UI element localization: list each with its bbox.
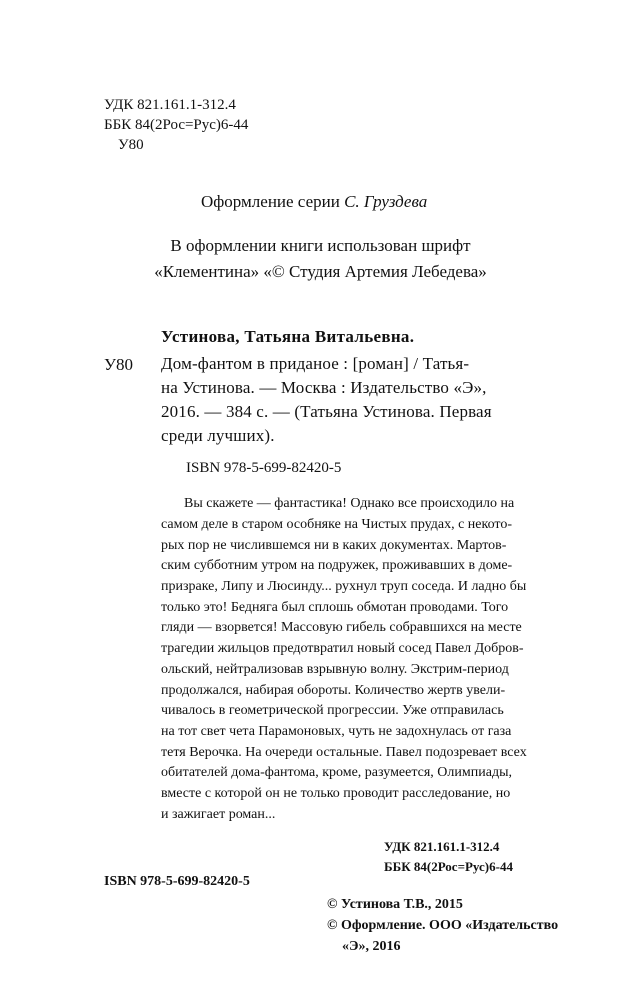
udk-bottom: УДК 821.161.1-312.4	[384, 839, 500, 854]
annotation-line: вместе с которой он не только проводит расследование, но	[161, 786, 511, 801]
annotation-line: чивалось в геометрической прогрессии. Уже отправилась	[161, 703, 504, 718]
annotation-line: на тот свет чета Парамоновых, чуть не задохнулась от газа	[161, 724, 512, 739]
series-designer: С. Груздева	[344, 192, 428, 211]
author-heading: Устинова, Татьяна Витальевна.	[161, 327, 415, 346]
font-note-line-2: «Клементина» «© Студия Артемия Лебедева»	[154, 262, 487, 281]
series-design-label: Оформление серии	[201, 192, 340, 211]
description-line: Дом-фантом в приданое : [роман] / Татья-	[161, 354, 470, 373]
copyright-design-cont: «Э», 2016	[342, 939, 401, 954]
annotation-line: обитателей дома-фантома, кроме, разумеется, Олимпиады,	[161, 765, 512, 780]
font-note-line-1: В оформлении книги использован шрифт	[170, 236, 471, 255]
annotation-line: самом деле в старом особняке на Чистых прудах, с некото-	[161, 517, 513, 532]
annotation-line: ольский, нейтрализовав взрывную волну. Экстрим-период	[161, 662, 509, 677]
annotation-line: тетя Верочка. На очереди остальные. Павел подозревает всех	[161, 745, 527, 760]
annotation-line: продолжался, набирая обороты. Количество жертв увели-	[161, 683, 506, 698]
annotation-line: ским субботним утром на подружек, проживавших в доме-	[161, 558, 513, 573]
author-sign: У80	[104, 355, 134, 374]
annotation-line: призраке, Липу и Люсинду... рухнул труп соседа. И ладно бы	[161, 579, 527, 594]
author-sign-top: У80	[118, 137, 144, 153]
description-line: на Устинова. — Москва : Издательство «Э»,	[161, 378, 487, 397]
bbk-top: ББК 84(2Рос=Рус)6-44	[104, 117, 249, 133]
description-line: среди лучших).	[161, 426, 275, 445]
isbn-record: ISBN 978-5-699-82420-5	[186, 460, 342, 476]
udk-top: УДК 821.161.1-312.4	[104, 97, 236, 113]
annotation-line: гляди — взорвется! Массовую гибель собравшихся на месте	[161, 620, 522, 635]
annotation-line: Вы скажете — фантастика! Однако все происходило на	[184, 496, 515, 511]
copyright-author: © Устинова Т.В., 2015	[327, 897, 463, 912]
annotation-line: и зажигает роман...	[161, 807, 276, 822]
bbk-bottom: ББК 84(2Рос=Рус)6-44	[384, 859, 513, 874]
description-line: 2016. — 384 с. — (Татьяна Устинова. Первая	[161, 402, 492, 421]
annotation-line: трагедии жильцов предотвратил новый сосед Павел Добров-	[161, 641, 524, 656]
annotation-line: только это! Бедняга был сплошь обмотан проводами. Того	[161, 600, 509, 615]
copyright-design: © Оформление. ООО «Издательство	[327, 918, 559, 933]
series-design-credit	[201, 192, 427, 212]
annotation-line: рых пор не числившемся ни в каких документах. Мартов-	[161, 538, 507, 553]
isbn-bottom: ISBN 978-5-699-82420-5	[104, 874, 250, 889]
